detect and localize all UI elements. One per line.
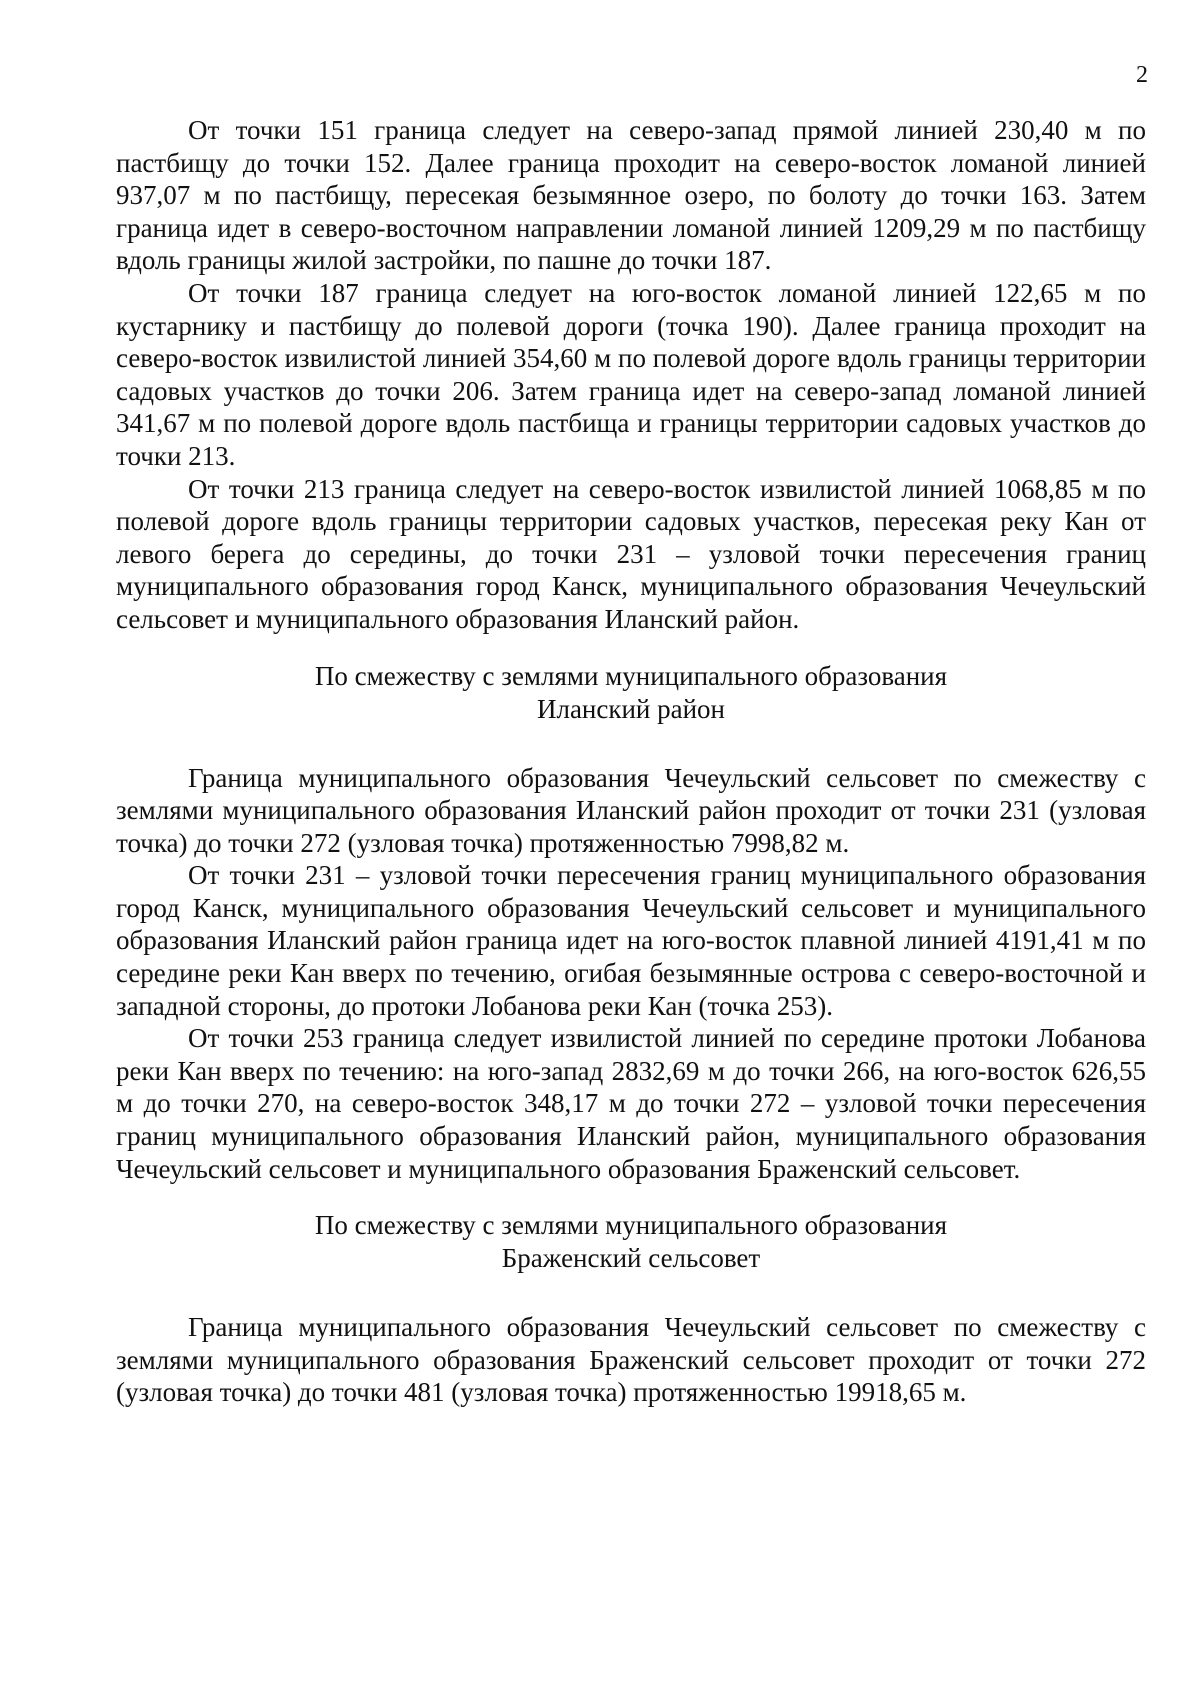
paragraph-boundary-213-231: От точки 213 граница следует на северо-восток извилистой линией 1068,85 м по полевой дороге вдоль границы территории садовых участков, пересекая реку Кан от левого берега до середины, до точки 231 – узловой точки пересечения границ муниципального образования город Канск, муниципального образования Чечеульский сельсовет и муниципального образования Иланский район. xyxy=(116,473,1146,634)
section-heading-brazhensky-line1: По смежеству с землями муниципального образования xyxy=(314,1210,948,1241)
section-heading-brazhensky-line2: Браженский сельсовет xyxy=(501,1243,761,1274)
paragraph-brazhensky-summary: Граница муниципального образования Чечеульский сельсовет по смежеству с землями муниципального образования Браженский сельсовет проходит от точки 272 (узловая точка) до точки 481 (узловая точка) протяженностью 19918,65 м. xyxy=(116,1312,1146,1408)
paragraph-ilansky-summary: Граница муниципального образования Чечеульский сельсовет по смежеству с землями муниципального образования Иланский район проходит от точки 231 (узловая точка) до точки 272 (узловая точка) протяженностью 7998,82 м. xyxy=(116,762,1146,858)
section-heading-ilansky-line1: По смежеству с землями муниципального образования xyxy=(314,660,948,691)
paragraph-boundary-151-187: От точки 151 граница следует на северо-запад прямой линией 230,40 м по пастбищу до точки 152. Далее граница проходит на северо-восток ломаной линией 937,07 м по пастбищу, пересекая безымянное озеро, по болоту до точки 163. Затем граница идет в северо-восточном направлении ломаной линией 1209,29 м по пастбищу вдоль границы жилой застройки, по пашне до точки 187. xyxy=(116,115,1146,276)
paragraph-boundary-231-253: От точки 231 – узловой точки пересечения границ муниципального образования город Канск, муниципального образования Чечеульский сельсовет и муниципального образования Иланский район граница идет на юго-восток плавной линией 4191,41 м по середине реки Кан вверх по течению, огибая безымянные острова с северо-восточной и западной стороны, до протоки Лобанова реки Кан (точка 253). xyxy=(116,860,1146,1021)
paragraph-boundary-253-272: От точки 253 граница следует извилистой линией по середине протоки Лобанова реки Кан вверх по течению: на юго-запад 2832,69 м до точки 266, на юго-восток 626,55 м до точки 270, на северо-восток 348,17 м до точки 272 – узловой точки пересечения границ муниципального образования Иланский район, муниципального образования Чечеульский сельсовет и муниципального образования Браженский сельсовет. xyxy=(116,1023,1146,1184)
section-heading-brazhensky xyxy=(116,1209,1146,1275)
paragraph-boundary-187-213: От точки 187 граница следует на юго-восток ломаной линией 122,65 м по кустарнику и пастбищу до полевой дороги (точка 190). Далее граница проходит на северо-восток извилистой линией 354,60 м по полевой дороге вдоль границы территории садовых участков до точки 206. Затем граница идет на северо-запад ломаной линией 341,67 м по полевой дороге вдоль пастбища и границы территории садовых участков до точки 213. xyxy=(116,277,1146,471)
document-body xyxy=(116,114,1146,1409)
section-heading-ilansky-line2: Иланский район xyxy=(536,693,726,724)
page-number: 2 xyxy=(1136,62,1148,88)
section-heading-ilansky xyxy=(116,660,1146,726)
